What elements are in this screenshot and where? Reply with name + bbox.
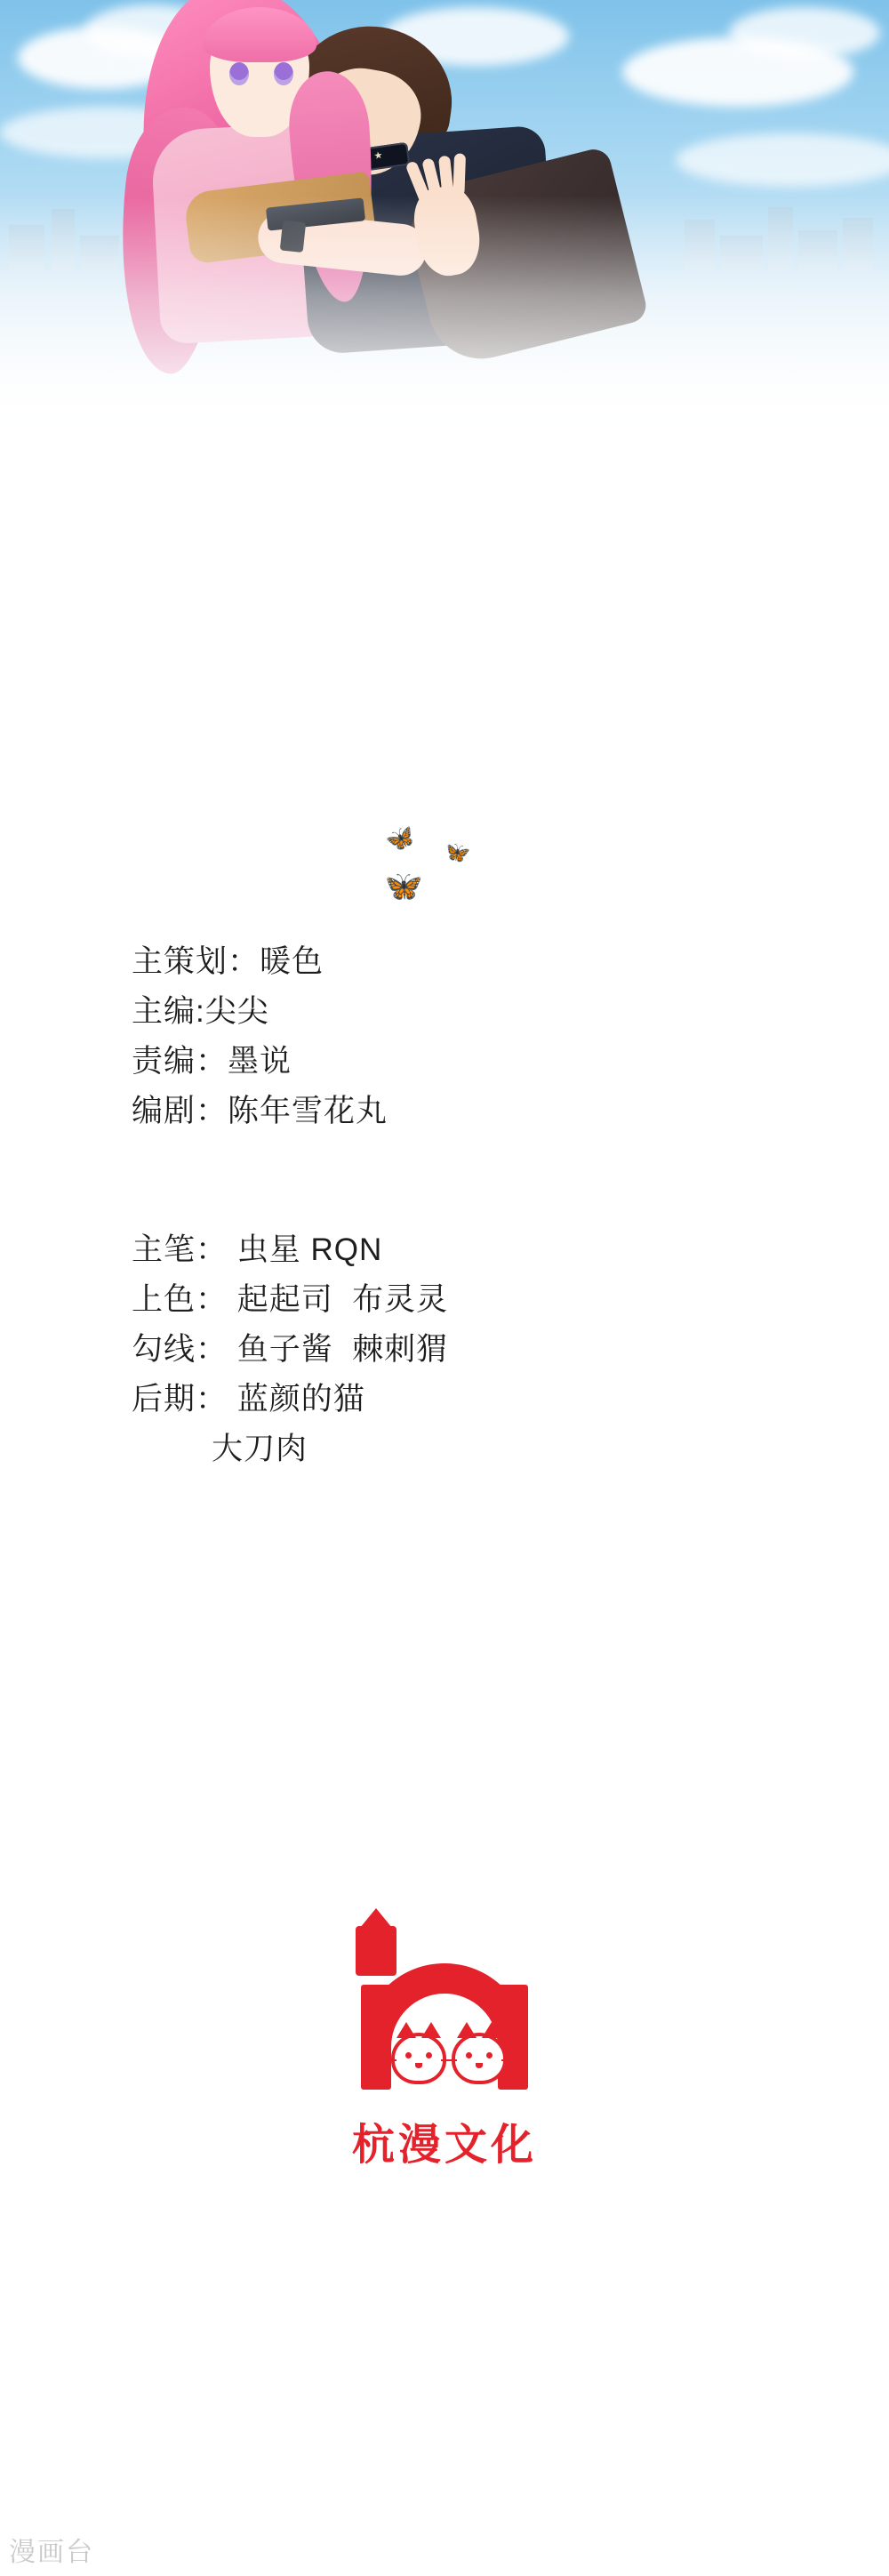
cat-icon <box>391 2033 446 2084</box>
fade-overlay <box>0 196 889 462</box>
credit-line-editor-in-chief: 主编:尖尖 <box>132 994 269 1029</box>
publisher-logo <box>0 1956 889 2171</box>
m-left-leg-shape <box>361 1985 391 2090</box>
butterfly-icon: 🦋 <box>381 866 425 907</box>
cat-icon <box>452 2033 507 2084</box>
butterfly-icon: 🦋 <box>382 821 419 856</box>
m-right-leg-shape <box>498 1985 528 2090</box>
art-credits <box>132 1225 754 1474</box>
logo-mark-icon <box>356 1956 533 2090</box>
girl-eye-left <box>229 62 249 85</box>
credit-line-colorist: 上色： 起起司 布灵灵 <box>132 1282 449 1317</box>
publisher-name: 杭漫文化 <box>351 2122 537 2169</box>
credit-line-post-production-extra: 大刀肉 <box>212 1432 308 1466</box>
staff-credits <box>132 937 754 1136</box>
credit-line-lead-artist: 主笔： 虫星 RQN <box>132 1232 383 1267</box>
credit-line-line-art: 勾线： 鱼子酱 棘刺猬 <box>132 1332 449 1367</box>
site-watermark: 漫画台 <box>9 2538 94 2567</box>
butterfly-icon: 🦋 <box>441 837 473 868</box>
girl-eye-right <box>274 62 293 85</box>
footer-bar <box>0 2523 889 2576</box>
artwork-panel <box>0 0 889 462</box>
credit-line-post-production: 后期： 蓝颜的猫 <box>132 1382 365 1416</box>
credit-line-screenwriter: 编剧：陈年雪花丸 <box>132 1094 388 1128</box>
pencil-icon <box>356 1926 396 1976</box>
credits-section <box>0 462 889 2436</box>
credit-line-responsible-editor: 责编：墨说 <box>132 1044 292 1079</box>
credit-line-chief-planner: 主策划：暖色 <box>132 944 324 979</box>
